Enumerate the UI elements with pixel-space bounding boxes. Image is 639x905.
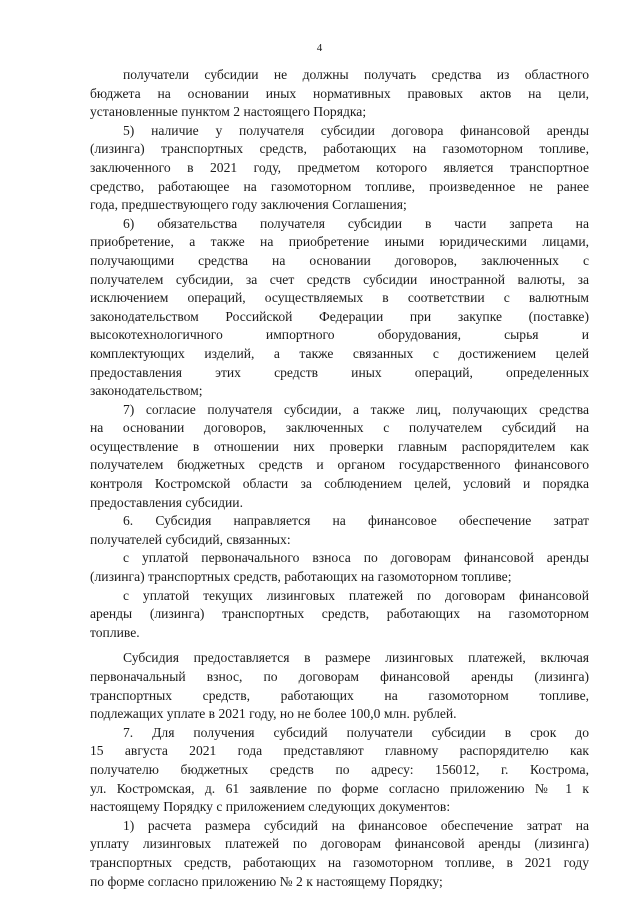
text-line: 1) расчета размера субсидий на финансовое обеспечение затрат на [123, 817, 589, 833]
text-line: 15 августа 2021 года представляют главному распорядителю как [90, 743, 589, 759]
text-line: первоначальный взнос, по договорам финансовой аренды (лизинга) [90, 669, 589, 684]
text-line: получателю бюджетных средств по адресу: 156012, г. Кострома, [90, 761, 589, 777]
text-line: установленные пунктом 2 настоящего Порядка; [90, 104, 367, 120]
text-line: с уплатой первоначального взноса по договорам финансовой аренды [123, 550, 589, 566]
text-line: аренды (лизинга) транспортных средств, работающих на газомоторном [90, 606, 589, 622]
text-line: (лизинга) транспортных средств, работающих на газомоторном топливе; [90, 569, 512, 585]
text-line: подлежащих уплате в 2021 году, но не более 100,0 млн. рублей. [90, 706, 457, 722]
document-body [90, 66, 589, 891]
paragraph-gap [90, 642, 589, 649]
text-line: 5) наличие у получателя субсидии договора финансовой аренды [123, 122, 589, 138]
text-line: получателей субсидий, связанных: [90, 531, 291, 547]
text-line: приобретение, а также на приобретение иными юридическими лицами, [90, 234, 589, 250]
text-line: предоставления этих средств иных операций, определенных [90, 364, 589, 380]
text-line: года, предшествующего году заключения Соглашения; [90, 197, 407, 213]
text-line: комплектующих изделий, а также связанных с достижением целей [90, 345, 589, 361]
text-line: получающими средства на основании договоров, заключенных с [90, 252, 589, 268]
text-line: высокотехнологичного импортного оборудования, сырья и [90, 327, 589, 343]
text-line: получателем субсидии, за счет средств субсидии иностранной валюты, за [90, 271, 589, 287]
text-line: 7. Для получения субсидий получатели субсидии в срок до [123, 724, 589, 740]
text-line: транспортных средств, работающих на газомоторном топливе, в 2021 году [90, 854, 589, 870]
text-line: исключением операций, осуществляемых в соответствии с валютным [90, 290, 589, 306]
text-line: (лизинга) транспортных средств, работающих на газомоторном топливе, [90, 141, 589, 157]
text-line: топливе. [90, 624, 140, 640]
text-line: ул. Костромская, д. 61 заявление по форме согласно приложению № 1 к [90, 780, 589, 796]
text-line: предоставления субсидии. [90, 494, 243, 510]
text-line: получателем бюджетных средств и органом государственного финансового [90, 457, 589, 473]
page-number: 4 [316, 42, 323, 54]
text-line: законодательством Российской Федерации при закупке (поставке) [90, 308, 589, 324]
text-line: контроля Костромской области за соблюдением целей, условий и порядка [90, 476, 589, 492]
text-line: осуществление в отношении них проверки главным распорядителем как [90, 438, 589, 454]
text-line: 6. Субсидия направляется на финансовое обеспечение затрат [123, 513, 589, 529]
text-line: 7) согласие получателя субсидии, а также лиц, получающих средства [123, 401, 589, 417]
text-line: заключенного в 2021 году, предметом которого является транспортное [90, 159, 589, 175]
text-line: с уплатой текущих лизинговых платежей по договорам финансовой [123, 587, 589, 603]
text-line: законодательством; [90, 383, 203, 399]
text-line: по форме согласно приложению № 2 к настоящему Порядку; [90, 873, 443, 889]
text-line: бюджета на основании иных нормативных правовых актов на цели, [90, 85, 589, 101]
text-line: настоящему Порядку с приложением следующих документов: [90, 799, 451, 815]
text-line: Субсидия предоставляется в размере лизинговых платежей, включая [123, 650, 589, 666]
text-line: 6) обязательства получателя субсидии в части запрета на [123, 215, 589, 231]
text-line: транспортных средств, работающих на газомоторном топливе, [90, 687, 589, 703]
text-line: получатели субсидии не должны получать средства из областного [123, 67, 589, 82]
text-line: на основании договоров, заключенных с получателем субсидий на [90, 420, 589, 436]
text-line: средство, работающее на газомоторном топливе, произведенное не ранее [90, 178, 589, 194]
text-line: уплату лизинговых платежей по договорам финансовой аренды (лизинга) [90, 836, 589, 852]
